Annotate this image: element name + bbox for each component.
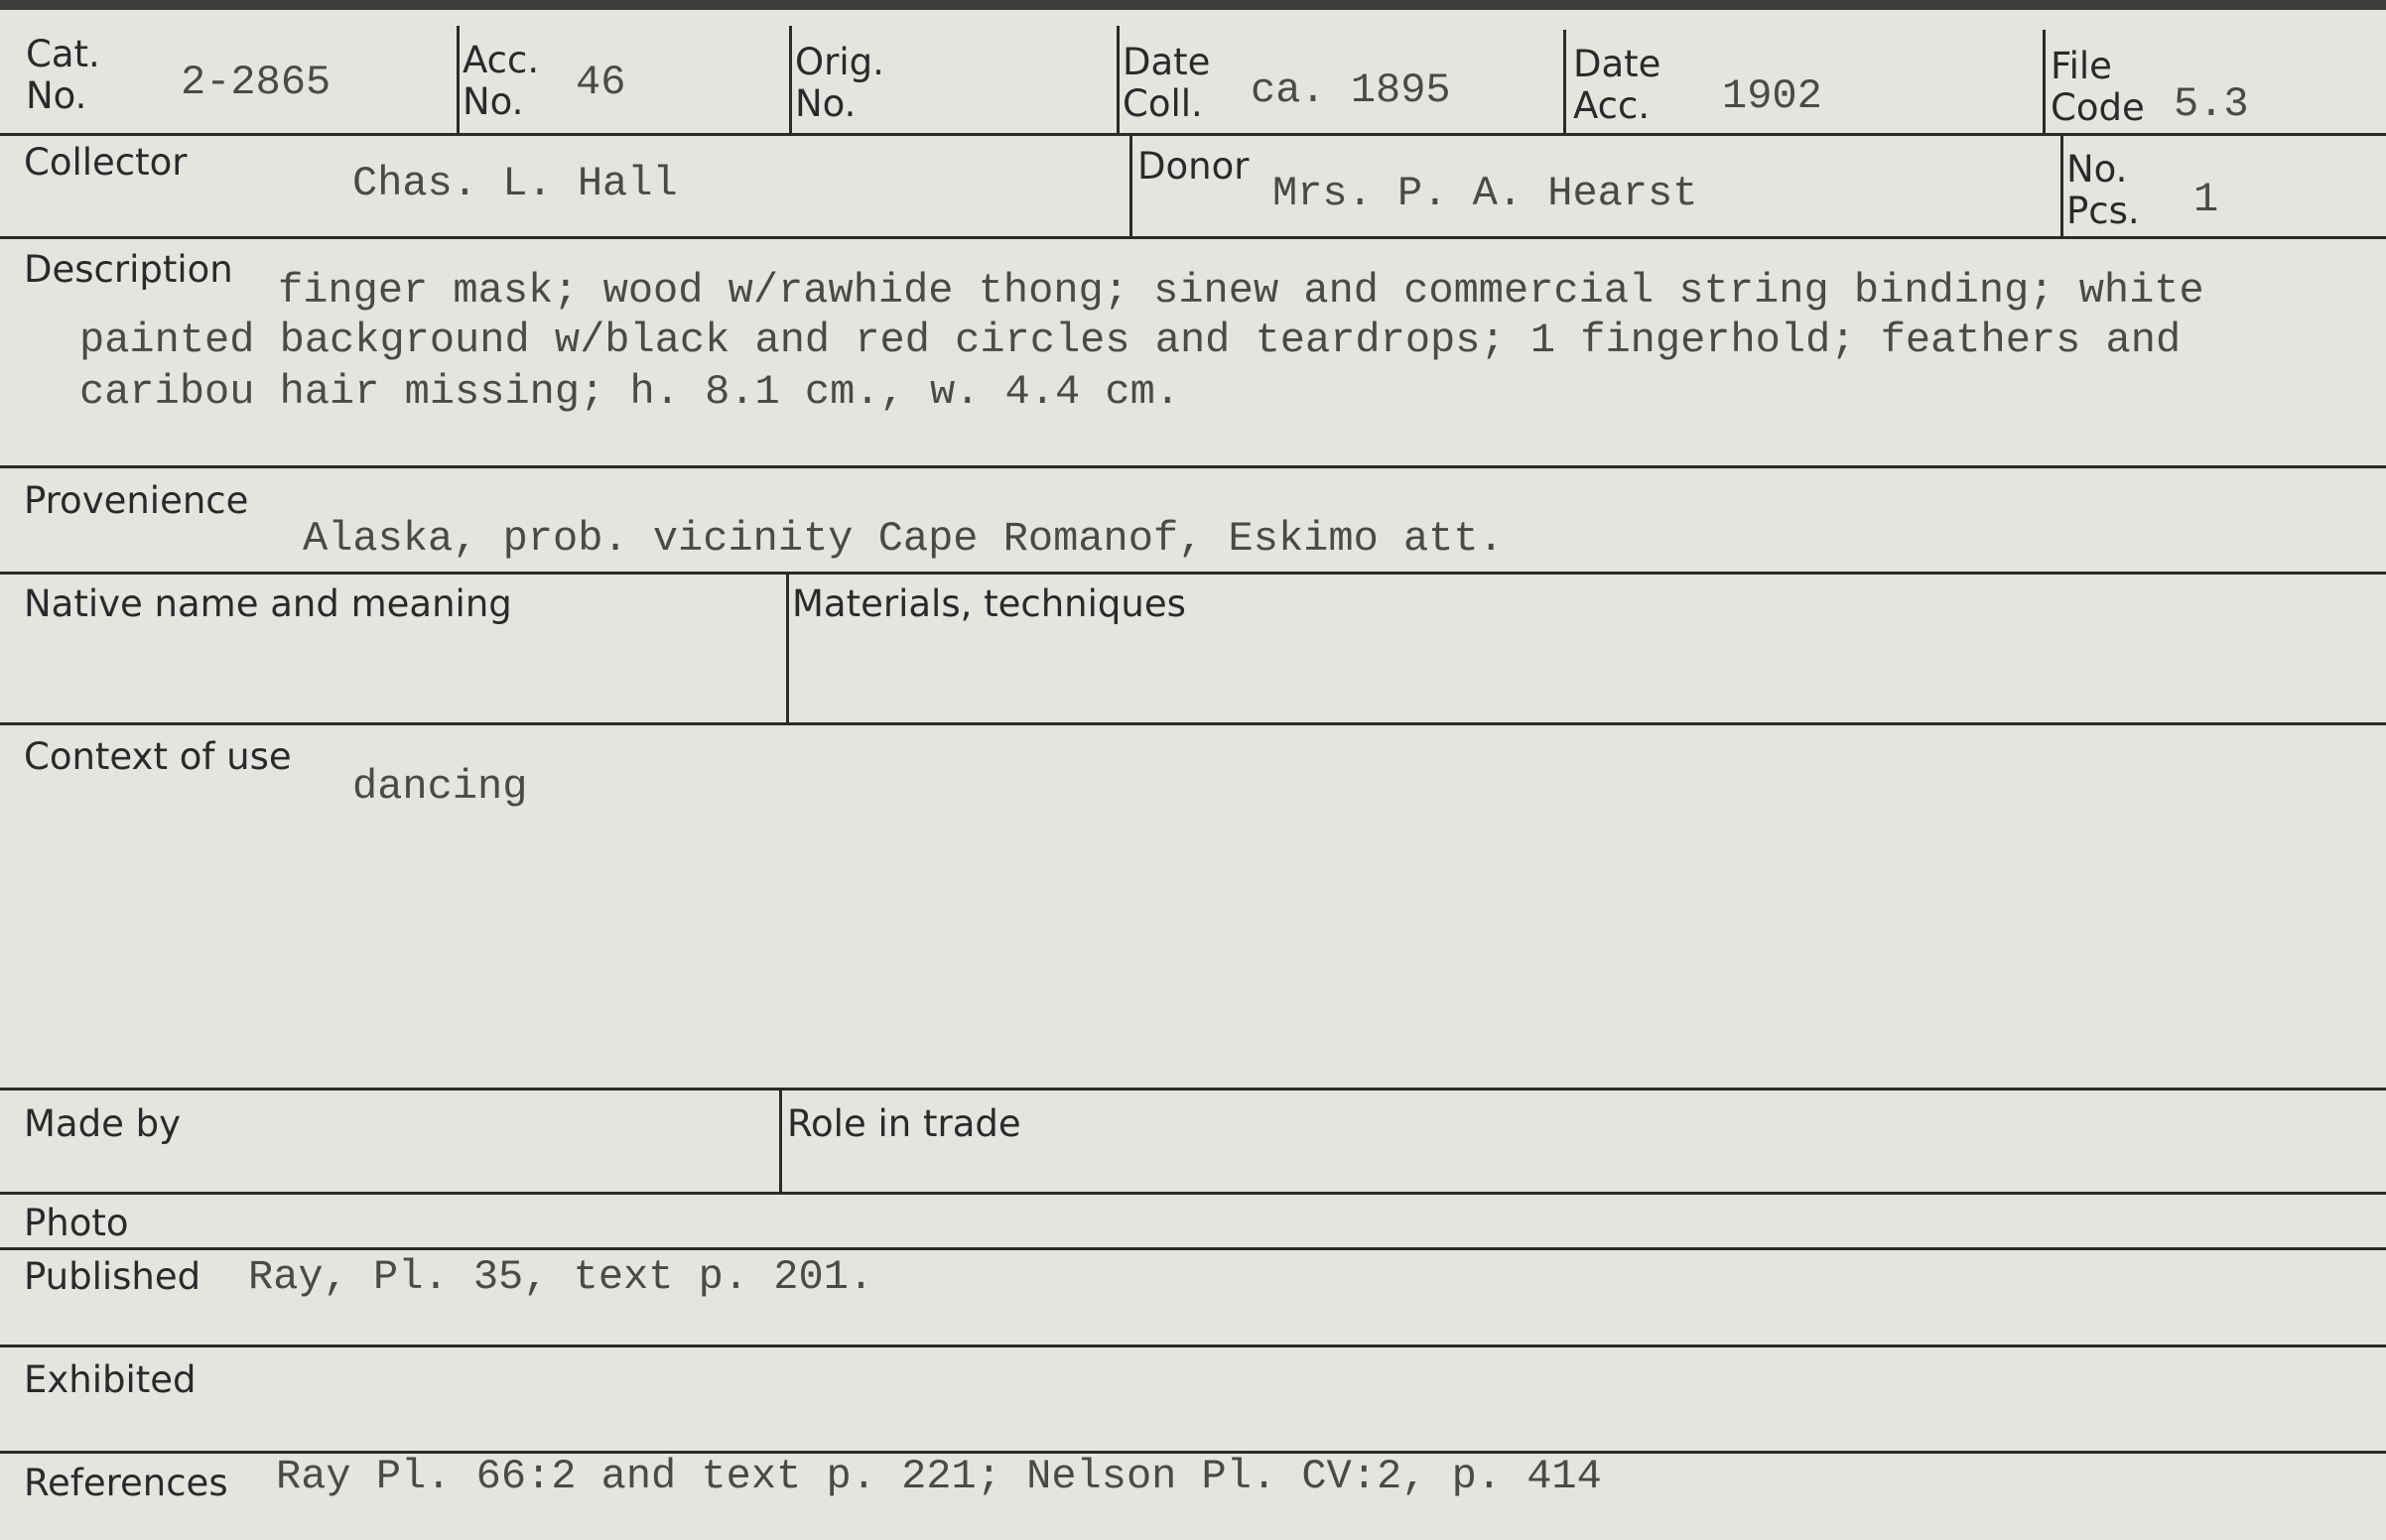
rule-v-role: [779, 1090, 782, 1194]
acc-no-value: 46: [576, 59, 626, 106]
collector-label: Collector: [24, 141, 188, 184]
no-pcs-value: 1: [2193, 176, 2219, 223]
file-code-value: 5.3: [2174, 80, 2249, 128]
rule-published: [0, 1345, 2386, 1348]
no-pcs-label: No. Pcs.: [2066, 148, 2140, 232]
date-acc-label: Date Acc.: [1573, 43, 1661, 127]
rule-provenience: [0, 572, 2386, 575]
role-in-trade-label: Role in trade: [787, 1102, 1021, 1145]
published-label: Published: [24, 1255, 201, 1298]
description-line-3: caribou hair missing; h. 8.1 cm., w. 4.4 cm.: [79, 368, 1180, 416]
provenience-label: Provenience: [24, 479, 249, 522]
rule-v-date-coll: [1117, 26, 1120, 135]
materials-label: Materials, techniques: [792, 582, 1186, 625]
rule-row1: [0, 133, 2386, 136]
references-value: Ray Pl. 66:2 and text p. 221; Nelson Pl. CV:2, p. 414: [276, 1453, 1602, 1500]
donor-value: Mrs. P. A. Hearst: [1272, 170, 1698, 217]
native-name-label: Native name and meaning: [24, 582, 512, 625]
description-line-2: painted background w/black and red circles and teardrops; 1 fingerhold; feathers and: [79, 317, 2182, 364]
rule-made-by: [0, 1192, 2386, 1195]
rule-description: [0, 465, 2386, 468]
rule-v-materials: [786, 574, 789, 724]
rule-v-date-acc: [1563, 30, 1566, 135]
references-label: References: [24, 1462, 228, 1504]
rule-v-file-code: [2043, 30, 2046, 135]
published-value: Ray, Pl. 35, text p. 201.: [248, 1253, 874, 1301]
rule-v-donor: [1129, 135, 1132, 238]
donor-label: Donor: [1137, 145, 1250, 188]
rule-v-no-pcs: [2060, 135, 2063, 238]
rule-context: [0, 1088, 2386, 1091]
description-label: Description: [24, 248, 233, 291]
rule-v-acc: [457, 26, 460, 135]
date-coll-label: Date Coll.: [1123, 41, 1211, 125]
description-line-1: finger mask; wood w/rawhide thong; sinew and commercial string binding; white: [278, 267, 2204, 315]
rule-native: [0, 722, 2386, 725]
file-code-label: File Code: [2051, 45, 2145, 129]
exhibited-label: Exhibited: [24, 1358, 197, 1401]
cat-no-value: 2-2865: [181, 59, 331, 106]
date-coll-value: ca. 1895: [1251, 66, 1451, 114]
acc-no-label: Acc. No.: [463, 39, 540, 123]
made-by-label: Made by: [24, 1102, 181, 1145]
provenience-value: Alaska, prob. vicinity Cape Romanof, Eskimo att.: [303, 515, 1504, 563]
context-label: Context of use: [24, 735, 292, 778]
cat-no-label: Cat. No.: [26, 33, 100, 117]
context-value: dancing: [352, 763, 528, 811]
date-acc-value: 1902: [1722, 72, 1822, 120]
collector-value: Chas. L. Hall: [352, 160, 678, 207]
rule-photo: [0, 1247, 2386, 1250]
rule-v-orig: [789, 26, 792, 135]
rule-row2: [0, 236, 2386, 239]
photo-label: Photo: [24, 1202, 129, 1244]
card-top-edge: [0, 0, 2386, 10]
orig-no-label: Orig. No.: [795, 41, 884, 125]
